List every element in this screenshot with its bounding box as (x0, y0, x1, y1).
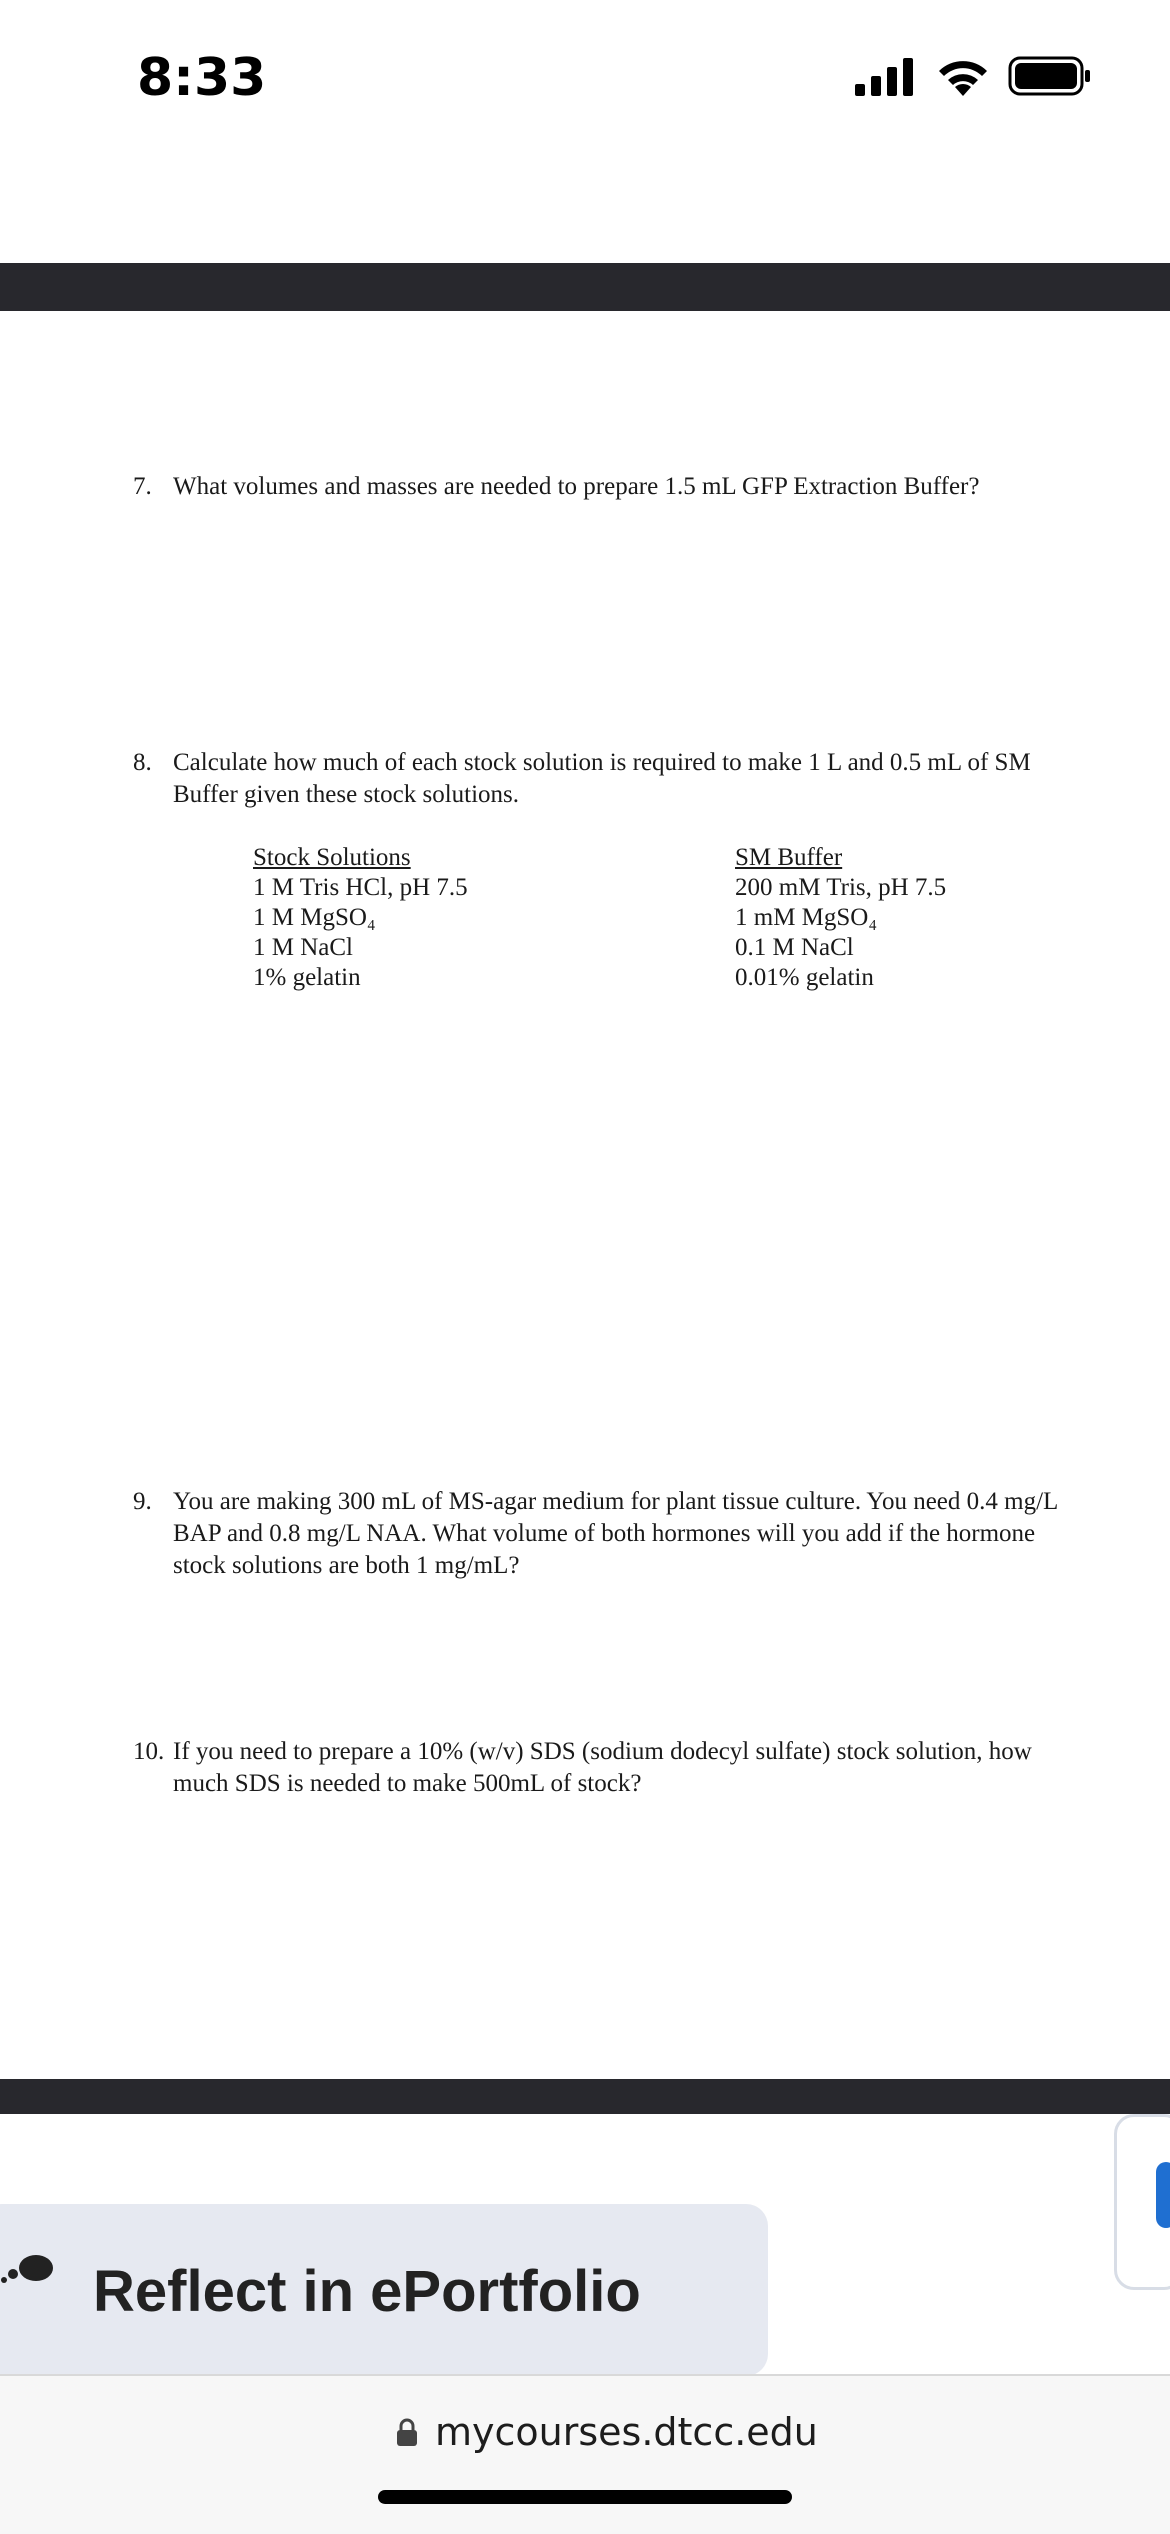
question-number: 7. (133, 473, 152, 500)
question-text-line: BAP and 0.8 mg/L NAA. What volume of both hormones will you add if the hormone (173, 1520, 1036, 1547)
question-text-line: Buffer given these stock solutions. (173, 781, 520, 808)
document-page (0, 311, 1170, 2079)
question-text (173, 1486, 1170, 1582)
document-top-border (0, 263, 1170, 311)
sm-buffer-header: SM Buffer (735, 844, 843, 871)
wifi-icon (935, 56, 991, 98)
question-number: 8. (133, 749, 152, 776)
question-text-line: stock solutions are both 1 mg/mL? (173, 1552, 520, 1579)
question-text (173, 1736, 1170, 1800)
browser-url-bar[interactable] (0, 2374, 1170, 2534)
question-text (173, 747, 1170, 811)
reflect-eportfolio-label[interactable]: Reflect in ePortfolio (93, 2259, 641, 2324)
stock-item: 1 M MgSO₄ (253, 904, 376, 931)
buffer-item: 1 mM MgSO₄ (735, 904, 878, 931)
stock-item: 1% gelatin (253, 964, 361, 991)
sm-buffer-column (735, 843, 946, 993)
buffer-item: 0.01% gelatin (735, 964, 874, 991)
question-number: 10. (133, 1738, 165, 1765)
question-text-line: much SDS is needed to make 500mL of stock? (173, 1770, 642, 1797)
question-text: What volumes and masses are needed to prepare 1.5 mL GFP Extraction Buffer? (173, 473, 980, 500)
lock-icon (396, 2417, 418, 2447)
document-bottom-border (0, 2079, 1170, 2114)
question-number: 9. (133, 1488, 152, 1515)
buffer-item: 0.1 M NaCl (735, 934, 854, 961)
question-text-line: You are making 300 mL of MS-agar medium for plant tissue culture. You need 0.4 mg/L (173, 1488, 1059, 1515)
cellular-signal-icon (855, 58, 915, 96)
battery-icon (1008, 56, 1092, 96)
home-indicator[interactable] (378, 2490, 792, 2504)
buffer-item: 200 mM Tris, pH 7.5 (735, 874, 947, 901)
stock-solutions-header: Stock Solutions (253, 844, 411, 871)
browser-url[interactable]: mycourses.dtcc.edu (435, 2410, 818, 2454)
stock-item: 1 M Tris HCl, pH 7.5 (253, 874, 468, 901)
side-panel-accent (1156, 2162, 1170, 2228)
question-text-line: If you need to prepare a 10% (w/v) SDS (sodium dodecyl sulfate) stock solution, how (173, 1738, 1032, 1765)
status-bar (0, 0, 1170, 160)
question-text-line: Calculate how much of each stock solution is required to make 1 L and 0.5 mL of SM (173, 749, 1031, 776)
status-time: 8:33 (137, 48, 267, 108)
stock-item: 1 M NaCl (253, 934, 353, 961)
stock-solutions-column (253, 843, 468, 993)
thought-bubble-icon (0, 2250, 56, 2290)
